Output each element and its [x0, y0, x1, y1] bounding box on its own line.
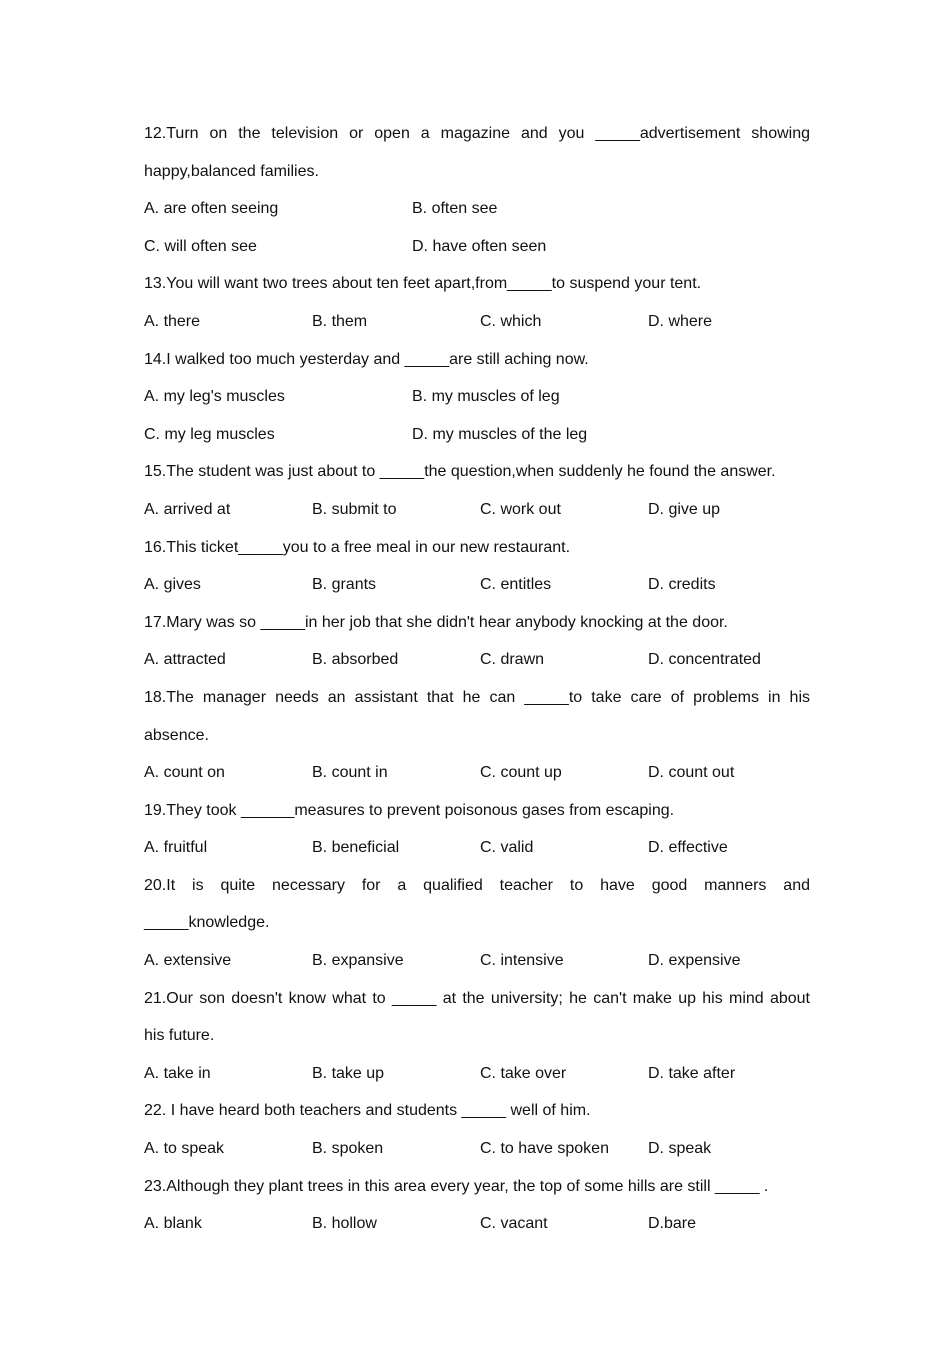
- option-b: B. my muscles of leg: [412, 388, 560, 406]
- question-text-continued: _____knowledge.: [144, 914, 270, 932]
- option-c: C. work out: [480, 500, 561, 518]
- option-a: A. are often seeing: [144, 200, 279, 218]
- option-b: B. beneficial: [312, 839, 400, 857]
- question-15: [144, 458, 810, 533]
- option-b: B. hollow: [312, 1215, 377, 1233]
- option-b: B. absorbed: [312, 651, 399, 669]
- option-d: D. count out: [648, 764, 735, 782]
- option-c: C. valid: [480, 839, 534, 857]
- option-row: [144, 308, 810, 346]
- option-c: C. entitles: [480, 576, 552, 594]
- question-text: 15.The student was just about to _____the question,when suddenly he found the answer.: [144, 463, 776, 481]
- option-a: A. take in: [144, 1064, 211, 1082]
- question-21: [144, 985, 810, 1098]
- question-text: 22. I have heard both teachers and students _____ well of him.: [144, 1102, 591, 1120]
- option-d: D. have often seen: [412, 237, 547, 255]
- option-a: A. there: [144, 312, 201, 330]
- option-a: A. arrived at: [144, 500, 231, 518]
- question-13: [144, 270, 810, 345]
- option-b: B. take up: [312, 1064, 385, 1082]
- option-c: C. my leg muscles: [144, 425, 275, 443]
- question-text: 21.Our son doesn't know what to _____ at the university; he can't make up his mind about: [144, 989, 810, 1007]
- option-b: B. spoken: [312, 1140, 384, 1158]
- option-a: A. my leg's muscles: [144, 388, 285, 406]
- option-row: [144, 1210, 810, 1248]
- option-row: [144, 421, 810, 459]
- option-d: D. speak: [648, 1140, 712, 1158]
- option-d: D. concentrated: [648, 651, 761, 669]
- question-text: 13.You will want two trees about ten feet apart,from_____to suspend your tent.: [144, 275, 702, 293]
- option-b: B. expansive: [312, 952, 404, 970]
- question-text-continued: absence.: [144, 726, 209, 744]
- question-22: [144, 1097, 810, 1172]
- option-c: C. take over: [480, 1064, 567, 1082]
- option-row: [144, 195, 810, 233]
- option-row: [144, 646, 810, 684]
- option-c: C. vacant: [480, 1215, 548, 1233]
- option-row: [144, 233, 810, 271]
- option-d: D. effective: [648, 839, 728, 857]
- option-a: A. extensive: [144, 952, 232, 970]
- option-a: A. blank: [144, 1215, 202, 1233]
- option-a: A. attracted: [144, 651, 226, 669]
- option-d: D. expensive: [648, 952, 741, 970]
- question-text: 23.Although they plant trees in this area every year, the top of some hills are still _____ .: [144, 1177, 769, 1195]
- option-row: [144, 571, 810, 609]
- option-d: D. give up: [648, 500, 721, 518]
- option-row: [144, 947, 810, 985]
- option-a: A. gives: [144, 576, 201, 594]
- option-b: B. often see: [412, 200, 498, 218]
- option-b: B. count in: [312, 764, 388, 782]
- option-d: D.bare: [648, 1215, 697, 1233]
- question-text: 14.I walked too much yesterday and _____are still aching now.: [144, 350, 589, 368]
- option-a: A. fruitful: [144, 839, 208, 857]
- question-text: 16.This ticket_____you to a free meal in our new restaurant.: [144, 538, 571, 556]
- question-20: [144, 872, 810, 985]
- option-row: [144, 1135, 810, 1173]
- option-a: A. to speak: [144, 1140, 225, 1158]
- option-b: B. them: [312, 312, 368, 330]
- option-b: B. grants: [312, 576, 377, 594]
- option-row: [144, 759, 810, 797]
- question-16: [144, 534, 810, 609]
- question-12: [144, 120, 810, 270]
- question-text: 18.The manager needs an assistant that he can _____to take care of problems in his: [144, 688, 810, 706]
- option-row: [144, 383, 810, 421]
- option-d: D. my muscles of the leg: [412, 425, 588, 443]
- question-sheet: [144, 120, 810, 1248]
- question-19: [144, 797, 810, 872]
- option-d: D. where: [648, 312, 713, 330]
- option-c: C. will often see: [144, 237, 257, 255]
- question-text: 17.Mary was so _____in her job that she didn't hear anybody knocking at the door.: [144, 613, 728, 631]
- option-b: B. submit to: [312, 500, 397, 518]
- option-d: D. take after: [648, 1064, 736, 1082]
- option-row: [144, 834, 810, 872]
- question-text-continued: his future.: [144, 1027, 215, 1045]
- option-c: C. count up: [480, 764, 562, 782]
- option-c: C. which: [480, 312, 542, 330]
- question-23: [144, 1173, 810, 1248]
- question-18: [144, 684, 810, 797]
- question-14: [144, 346, 810, 459]
- question-text: 19.They took ______measures to prevent poisonous gases from escaping.: [144, 801, 675, 819]
- option-row: [144, 496, 810, 534]
- question-text-continued: happy,balanced families.: [144, 162, 319, 180]
- option-row: [144, 1060, 810, 1098]
- option-c: C. to have spoken: [480, 1140, 609, 1158]
- option-a: A. count on: [144, 764, 225, 782]
- option-c: C. intensive: [480, 952, 564, 970]
- option-d: D. credits: [648, 576, 716, 594]
- question-text: 20.It is quite necessary for a qualified teacher to have good manners and: [144, 876, 810, 894]
- question-17: [144, 609, 810, 684]
- option-c: C. drawn: [480, 651, 545, 669]
- question-text: 12.Turn on the television or open a magazine and you _____advertisement showing: [144, 125, 810, 142]
